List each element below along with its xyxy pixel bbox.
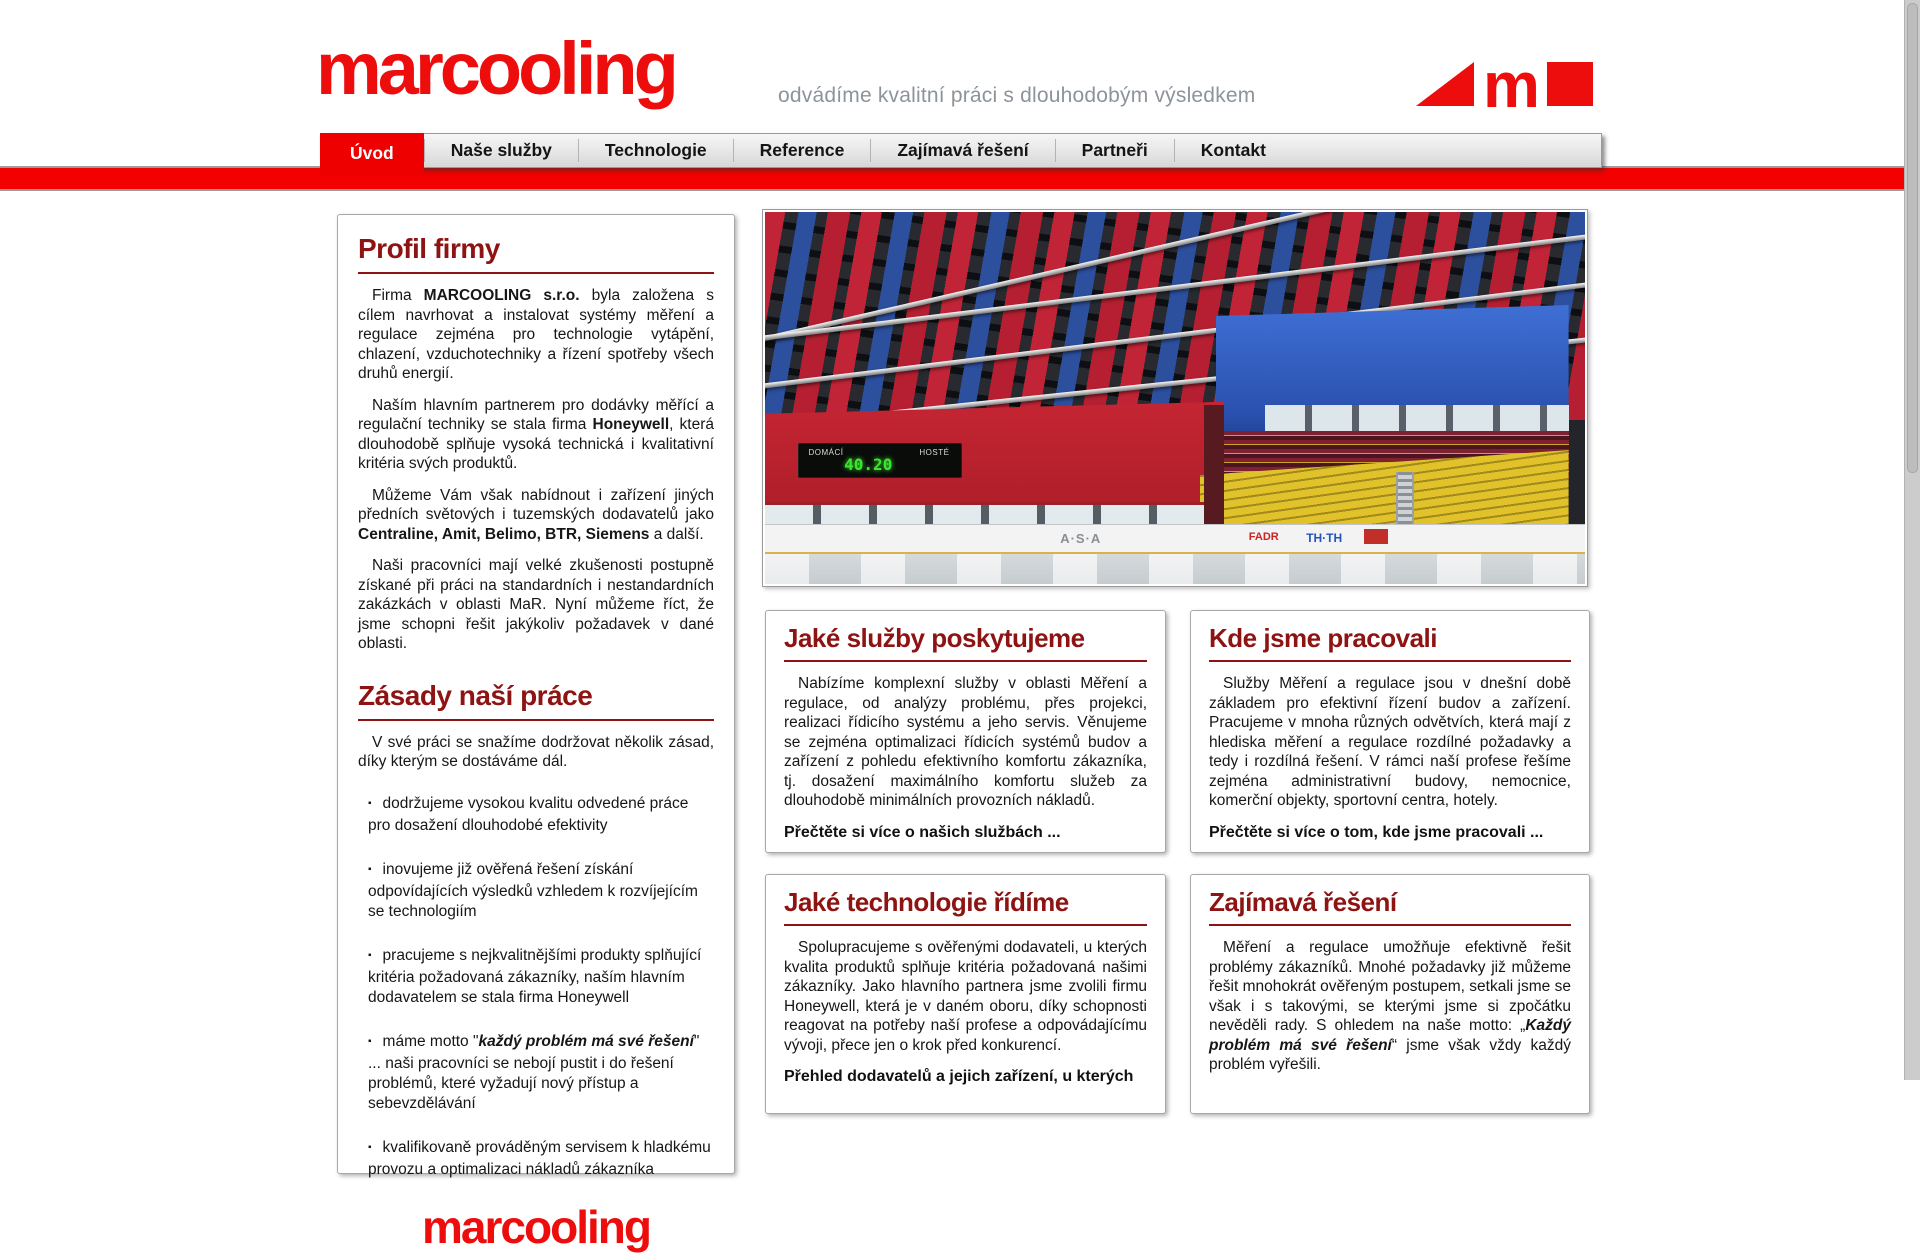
square-bullet-icon: ▪	[368, 1035, 372, 1047]
scoreboard-time: 40.20	[844, 454, 893, 474]
nav-item-kontakt[interactable]: Kontakt	[1200, 140, 1266, 160]
arena-photo	[762, 209, 1588, 587]
list-item: ▪ pracujeme s nejkvalitnějšími produkty splňující kritéria požadovaná zákazníky, naším hlavním dodavatelem se stala firma Honeywell	[368, 946, 702, 1006]
arena-photo-canvas	[765, 212, 1585, 584]
nav-item-zajimava-reseni[interactable]: Zajímavá řešení	[897, 140, 1029, 160]
triangle-icon	[1416, 62, 1474, 106]
services-more-link[interactable]: Přečtěte si více o našich službách ...	[784, 823, 1061, 841]
nav-item-uvod[interactable]: Úvod	[320, 133, 424, 174]
nav-item-partneri[interactable]: Partneři	[1081, 140, 1148, 160]
wall-pillar	[1204, 405, 1225, 528]
technologies-card	[765, 874, 1166, 1114]
square-bullet-icon: ▪	[368, 1141, 372, 1153]
profile-paragraph: Firma MARCOOLING s.r.o. byla založena s cílem navrhovat a instalovat systémy měření a regulace zejména pro technologie vytápění, chlazení, vzduchotechniky a řízení spotřeby všech druhů energií.	[358, 287, 714, 382]
profile-paragraph: Můžeme Vám však nabídnout i zařízení jiných předních světových i tuzemských dodavatelů jako Centraline, Amit, Belimo, BTR, Siemens a další.	[358, 486, 714, 543]
solutions-card	[1190, 874, 1590, 1114]
references-body: Služby Měření a regulace jsou v dnešní době základem pro efektivní řízení budov a zařízení. Pracujeme v mnoha různých odvětvích, která mají z hlediska měření a regulace rozdílné požadavky a tedy i rozdílná řešení. V rámci naší profese řešíme zejména administrativní budovy, nemocnice, komerční objekty, sportovní centra, hotely.	[1209, 675, 1571, 809]
list-item: ▪ dodržujeme vysokou kvalitu odvedené práce pro dosažení dlouhodobé efektivity	[368, 794, 689, 834]
square-bullet-icon: ▪	[368, 797, 372, 809]
scoreboard	[798, 443, 962, 478]
principles-intro: V své práci se snažíme dodržovat několik zásad, díky kterým se dostáváme dál.	[358, 733, 714, 770]
references-more-link[interactable]: Přečtěte si více o tom, kde jsme pracovali ...	[1209, 823, 1544, 841]
scrollbar	[1904, 0, 1920, 1080]
scoreboard-away-label: HOSTÉ	[919, 447, 950, 457]
principles-title: Zásady naší práce	[358, 680, 714, 721]
nav-item-nase-sluzby[interactable]: Naše služby	[450, 140, 552, 160]
brand-tagline: odvádíme kvalitní práci s dlouhodobým výsledkem	[778, 84, 1256, 107]
references-title: Kde jsme pracovali	[1209, 623, 1571, 662]
square-bullet-icon: ▪	[368, 863, 372, 875]
services-title: Jaké služby poskytujeme	[784, 623, 1147, 662]
scoreboard-home-label: DOMÁCÍ	[808, 447, 844, 457]
logo-m-letter: m	[1483, 49, 1538, 122]
services-card	[765, 610, 1166, 853]
board-ad-logo	[1364, 529, 1389, 544]
ice-surface	[765, 554, 1585, 584]
board-ad: TH·TH	[1306, 531, 1343, 546]
nav-item-reference[interactable]: Reference	[759, 140, 845, 160]
solutions-title: Zajímavá řešení	[1209, 887, 1571, 926]
footer-logo: marcooling	[422, 1200, 650, 1253]
red-divider-stripe	[0, 166, 1904, 191]
technologies-more-link[interactable]: Přehled dodavatelů a jejich zařízení, u kterých	[784, 1068, 1134, 1085]
square-icon	[1547, 62, 1593, 106]
company-profile-panel	[337, 214, 735, 1253]
profile-paragraph: Naši pracovníci mají velké zkušenosti postupně získané při práci na standardních i nestandardních zakázkách v oblasti MaR. Nyní můžeme říct, že jsme schopni řešit jakýkoliv požadavek v dané oblasti.	[358, 557, 714, 652]
technologies-body: Spolupracujeme s ověřenými dodavateli, u kterých kvalita produktů splňuje kritéria požadovaná našimi zákazníky. Jako hlavního partnera jsme zvolili firmu Honeywell, která je v daném oboru, díky schopnosti reagovat na potřeby naší profese a odpovádajícímu vývoji, přece jen o krok před konkurencí.	[784, 939, 1147, 1054]
brand-logo-mark	[1416, 49, 1593, 122]
list-item: ▪ kvalifikovaně prováděným servisem k hladkému provozu a optimalizaci nákladů zákazníka	[368, 1138, 711, 1178]
solutions-body: Měření a regulace umožňuje efektivně řešit problémy zákazníků. Mnohé požadavky již můžeme řešit mnohokrát ověřeným postupem, setkali jsme se však i s takovými, se kterými jsme si zpočátku nevěděli rady. S ohledem na naše motto: „Každý problém má své řešení“ jsme však vždy každý problém vyřešili.	[1209, 939, 1571, 1073]
brand-logo[interactable]: marcooling	[316, 27, 675, 110]
profile-title: Profil firmy	[358, 233, 714, 274]
board-ad: FADR	[1248, 531, 1279, 544]
references-card	[1190, 610, 1590, 853]
rink-boards	[765, 524, 1585, 554]
list-item: ▪ inovujeme již ověřená řešení získání odpovídajících výsledků vzhledem k rozvíjejícím se technologiím	[368, 860, 698, 920]
main-navigation	[320, 133, 1602, 168]
list-item: ▪ máme motto "každý problém má své řešení" ... naši pracovníci se nebojí pustit i do řešení problémů, které vyžadují nový přístup a sebevzdělávání	[368, 1032, 700, 1112]
square-bullet-icon: ▪	[368, 949, 372, 961]
board-ad: A·S·A	[1060, 531, 1102, 547]
principles-list	[358, 794, 714, 1180]
scrollbar-thumb[interactable]	[1907, 3, 1918, 473]
profile-paragraph: Naším hlavním partnerem pro dodávky měřící a regulační techniky se stala firma Honeywell, která dlouhodobě splňuje vysoká technická i kvalitativní kritéria svých produktů.	[358, 396, 714, 472]
rink-ladder	[1396, 472, 1414, 528]
nav-item-technologie[interactable]: Technologie	[604, 140, 707, 160]
services-body: Nabízíme komplexní služby v oblasti Měření a regulace, od analýzy problému, přes projekci, realizaci řídicího systému a jeho servis. Věnujeme se zejména optimalizaci řídicích systémů budov a zařízení z pohledu efektivního komfortu zákazníka, tj. dosažení maximálního komfortu služeb za dlouhodobě minimálních provozních nákladů.	[784, 675, 1147, 809]
technologies-title: Jaké technologie řídíme	[784, 887, 1147, 926]
